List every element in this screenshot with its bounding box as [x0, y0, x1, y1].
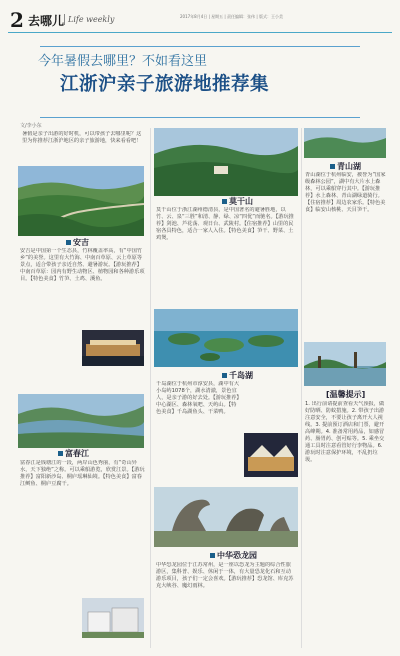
banner-bottom-line: [40, 117, 360, 118]
page-header: [0, 0, 400, 38]
header-rule: [8, 32, 392, 33]
qingshanhu-heading: [330, 161, 361, 172]
anji-small-photo: [82, 330, 144, 366]
zhonghua-heading: [210, 550, 257, 561]
column-divider-right: [301, 128, 302, 648]
moganshan-heading: [222, 196, 253, 207]
banner-top-line: [40, 46, 360, 47]
header-divider: [64, 14, 65, 25]
fuchunjiang-title: 富春江: [65, 449, 89, 458]
fuchunjiang-photo: [18, 394, 144, 448]
page-number: 2: [10, 8, 24, 32]
qiandaohu-photo: [154, 309, 298, 367]
qiandaohu-body: 千岛湖位于杭州市淳安县，湖中有大小岛屿1078个，湖水清澈，景色宜人，是亲子游的好去处。【游玩推荐】中心湖区、森林氧吧、天屿山。【特色美食】千岛湖鱼头、干菜鸭。: [156, 381, 240, 415]
tips-heading: [温馨提示]: [326, 390, 366, 399]
moganshan-photo: [154, 128, 298, 196]
tips-body: 1. 出行前请提前查看天气预报，做好防晒、防蚊措施。2. 带孩子出游注意安全，不要让孩子离开大人视线。3. 提前预订酒店和门票，避开高峰期。4. 准备常用药品，如感冒药、肠胃药、创可贴等。5. 乘坐交通工具时注意看管好行李物品。6. 游玩时注意保护环境，不乱扔垃圾。: [305, 401, 385, 463]
zhonghua-body: 中华恐龙园位于江苏常州，是一座以恐龙为主题的综合性旅游区，集科普、娱乐、休闲于一体，有大量恐龙化石和互动游乐项目，孩子们一定会喜欢。【游玩推荐】恐龙馆、库克苏克大峡谷、魔幻雨林。: [156, 562, 294, 589]
section-title-en: Life weekly: [68, 15, 115, 24]
qingshanhu-body: 青山湖位于杭州临安，被誉为“国家级森林公园”，湖中有大片水上森林，可以乘船穿行其中。【游玩推荐】水上森林、青山湖绿道骑行。【住宿推荐】周边农家乐。【特色美食】临安山核桃、天目笋干。: [305, 172, 386, 213]
qingshanhu-photo: [304, 342, 386, 386]
zhonghua-title: 中华恐龙园: [217, 551, 257, 560]
header-meta: 2017年8月4日 | 星期五 | 责任编辑：张伟 | 版式：王小美: [180, 14, 283, 19]
fuchunjiang-body: 富春江是钱塘江的一段，两岸山色秀丽，有“奇山异水，天下独绝”之称。可以乘船游览，欣赏江景。【游玩推荐】富阳新沙岛、桐庐瑶琳仙境。【特色美食】富春江鲥鱼、桐庐豆腐干。: [20, 460, 145, 487]
qiandaohu-small-photo: [244, 433, 298, 477]
byline: 文/李小东: [20, 123, 42, 129]
anji-body: 安吉是中国第一个生态县，竹林覆盖率高，有“中国竹乡”的美誉。这里有大竹海、中南百草原、云上草原等景点，适合带孩子亲近自然、避暑游玩。【游玩推荐】中南百草原：园内有野生动物区、植物园和各种游乐项目。【特色美食】竹笋、土鸡、溪鱼。: [20, 248, 145, 282]
moganshan-body: 莫干山位于浙江湖州德清县，是中国著名的避暑胜地，以竹、云、泉“三胜”和清、静、绿、凉“四优”而驰名。【游玩推荐】剑池、芦花荡、观日台、武陵村。【住宿推荐】山里的民宿各具特色，适合一家人入住。【特色美食】笋干、野菜、土鸡煲。: [156, 207, 294, 241]
anji-title: 安吉: [73, 238, 89, 247]
qingshanhu-top-photo: [304, 128, 386, 158]
section-title: 去哪儿: [28, 14, 65, 28]
intro-text: 暑假是亲子出游的好时机，可以带孩子去哪里呢？这里为你推荐江浙沪地区的亲子旅游地，快来看看吧！: [22, 131, 142, 144]
anji-photo: [18, 166, 144, 236]
fuchunjiang-small-photo: [82, 598, 144, 638]
zhonghua-photo: [154, 487, 298, 547]
anji-heading: [66, 237, 89, 248]
headline-title: 江浙沪亲子旅游地推荐集: [60, 74, 270, 95]
headline-subtitle: 今年暑假去哪里？不如看这里: [38, 54, 208, 69]
fuchunjiang-heading: [58, 448, 89, 459]
moganshan-title: 莫干山: [229, 197, 253, 206]
column-divider-left: [150, 128, 151, 648]
qiandaohu-title: 千岛湖: [229, 371, 253, 380]
qiandaohu-heading: [222, 370, 253, 381]
qingshanhu-title: 青山湖: [337, 162, 361, 171]
headline-banner: [20, 46, 380, 118]
